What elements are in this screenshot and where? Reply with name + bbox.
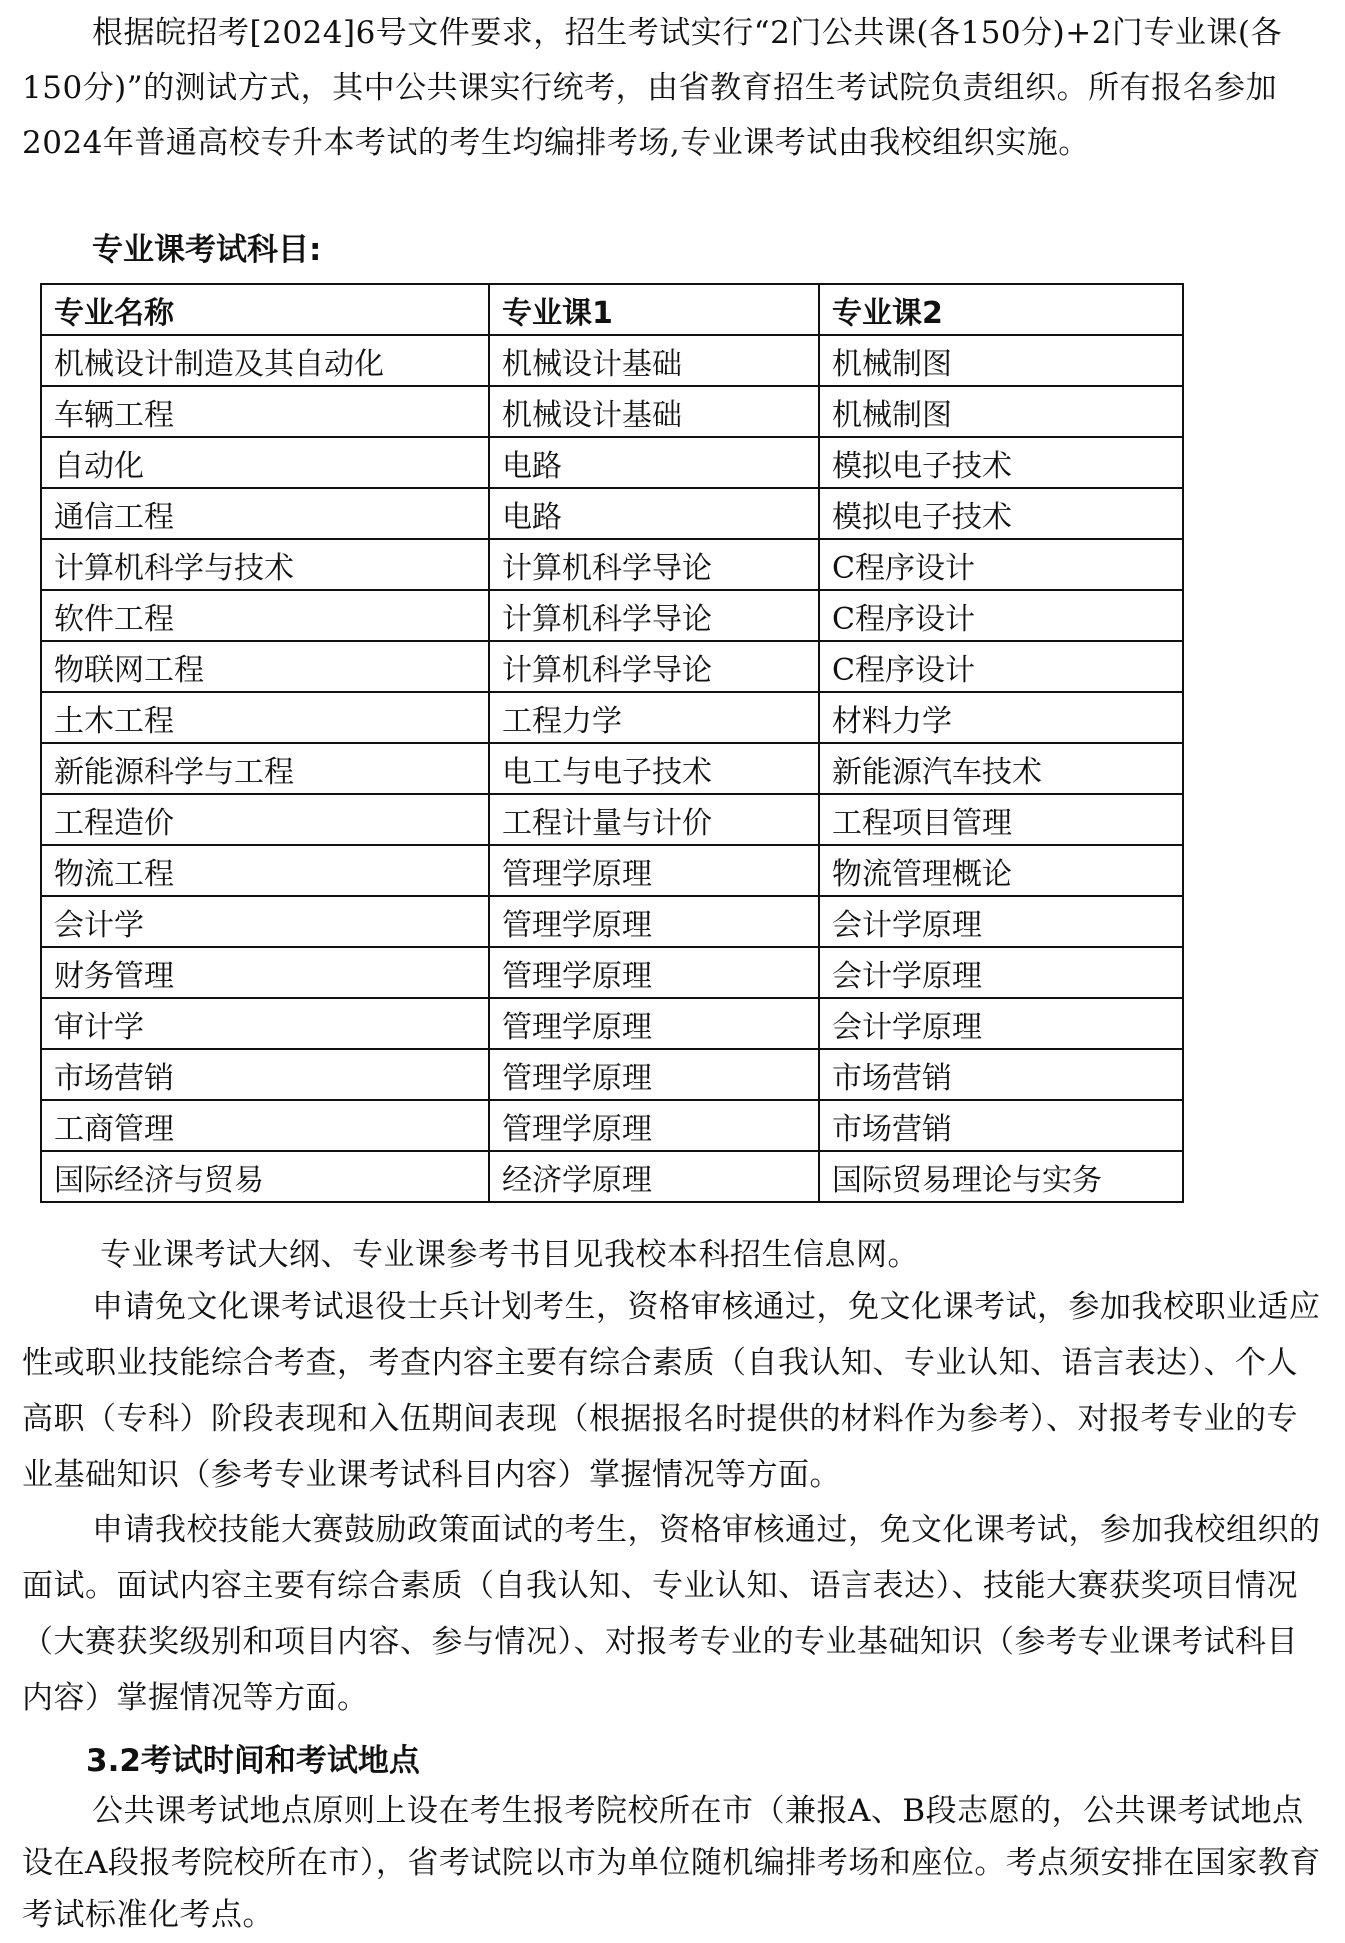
cell-course-1: 管理学原理 (489, 896, 819, 947)
table-row (41, 1049, 1183, 1100)
cell-course-2: 新能源汽车技术 (819, 743, 1183, 794)
table-row (41, 437, 1183, 488)
cell-major: 机械设计制造及其自动化 (41, 335, 489, 386)
cell-course-2: 市场营销 (819, 1049, 1183, 1100)
cell-course-2: 会计学原理 (819, 896, 1183, 947)
cell-major: 财务管理 (41, 947, 489, 998)
table-row (41, 488, 1183, 539)
table-row (41, 896, 1183, 947)
skill-paragraph: 申请我校技能大赛鼓励政策面试的考生，资格审核通过，免文化课考试，参加我校组织的面试。面试内容主要有综合素质（自我认知、专业认知、语言表达）、技能大赛获奖项目情况（大赛获奖级别和项目内容、参与情况）、对报考专业的专业基础知识（参考专业课考试科目内容）掌握情况等方面。 (22, 1512, 1321, 1716)
cell-course-2: 机械制图 (819, 386, 1183, 437)
table-body (41, 335, 1183, 1202)
cell-course-1: 计算机科学导论 (489, 539, 819, 590)
table-row (41, 794, 1183, 845)
section-heading: 3.2考试时间和考试地点 (86, 1743, 420, 1779)
location-paragraph: 公共课考试地点原则上设在考生报考院校所在市（兼报A、B段志愿的，公共课考试地点设在A段报考院校所在市），省考试院以市为单位随机编排考场和座位。考点须安排在国家教育考试标准化考点。 (22, 1793, 1321, 1933)
cell-course-2: C程序设计 (819, 590, 1183, 641)
cell-major: 物流工程 (41, 845, 489, 896)
table-row (41, 947, 1183, 998)
header-major: 专业名称 (41, 284, 489, 335)
subjects-table (40, 283, 1184, 1203)
table-row (41, 692, 1183, 743)
cell-course-2: 国际贸易理论与实务 (819, 1151, 1183, 1202)
cell-major: 车辆工程 (41, 386, 489, 437)
table-row (41, 641, 1183, 692)
soldier-paragraph: 申请免文化课考试退役士兵计划考生，资格审核通过，免文化课考试，参加我校职业适应性或职业技能综合考查，考查内容主要有综合素质（自我认知、专业认知、语言表达）、个人高职（专科）阶段表现和入伍期间表现（根据报名时提供的材料作为参考）、对报考专业的专业基础知识（参考专业课考试科目内容）掌握情况等方面。 (22, 1289, 1321, 1493)
cell-course-1: 管理学原理 (489, 845, 819, 896)
cell-course-1: 机械设计基础 (489, 335, 819, 386)
cell-course-1: 管理学原理 (489, 998, 819, 1049)
cell-course-2: C程序设计 (819, 641, 1183, 692)
cell-course-1: 电路 (489, 488, 819, 539)
table-row (41, 1151, 1183, 1202)
cell-course-2: 市场营销 (819, 1100, 1183, 1151)
table-row (41, 590, 1183, 641)
cell-course-2: 模拟电子技术 (819, 437, 1183, 488)
table-row (41, 539, 1183, 590)
cell-course-1: 电路 (489, 437, 819, 488)
table-row (41, 335, 1183, 386)
cell-course-1: 工程力学 (489, 692, 819, 743)
cell-major: 工程造价 (41, 794, 489, 845)
table-row (41, 743, 1183, 794)
subjects-label: 专业课考试科目: (92, 232, 322, 268)
intro-paragraph: 根据皖招考[2024]6号文件要求，招生考试实行“2门公共课(各150分)+2门专业课(各150分)”的测试方式，其中公共课实行统考，由省教育招生考试院负责组织。所有报名参加2024年普通高校专升本考试的考生均编排考场,专业课考试由我校组织实施。 (22, 15, 1283, 161)
cell-major: 新能源科学与工程 (41, 743, 489, 794)
cell-major: 土木工程 (41, 692, 489, 743)
cell-course-2: 模拟电子技术 (819, 488, 1183, 539)
cell-major: 审计学 (41, 998, 489, 1049)
cell-course-2: 工程项目管理 (819, 794, 1183, 845)
cell-course-1: 经济学原理 (489, 1151, 819, 1202)
table-row (41, 998, 1183, 1049)
header-course-1: 专业课1 (489, 284, 819, 335)
cell-course-1: 管理学原理 (489, 947, 819, 998)
cell-major: 市场营销 (41, 1049, 489, 1100)
cell-course-2: C程序设计 (819, 539, 1183, 590)
cell-major: 物联网工程 (41, 641, 489, 692)
cell-course-1: 管理学原理 (489, 1100, 819, 1151)
cell-major: 软件工程 (41, 590, 489, 641)
cell-major: 工商管理 (41, 1100, 489, 1151)
cell-major: 计算机科学与技术 (41, 539, 489, 590)
header-course-2: 专业课2 (819, 284, 1183, 335)
cell-course-1: 计算机科学导论 (489, 641, 819, 692)
syllabus-note: 专业课考试大纲、专业课参考书目见我校本科招生信息网。 (100, 1237, 919, 1273)
cell-course-2: 会计学原理 (819, 947, 1183, 998)
cell-course-2: 物流管理概论 (819, 845, 1183, 896)
cell-course-2: 机械制图 (819, 335, 1183, 386)
table-row (41, 845, 1183, 896)
cell-course-1: 计算机科学导论 (489, 590, 819, 641)
table-row (41, 386, 1183, 437)
cell-course-2: 材料力学 (819, 692, 1183, 743)
cell-major: 自动化 (41, 437, 489, 488)
cell-major: 会计学 (41, 896, 489, 947)
cell-course-1: 工程计量与计价 (489, 794, 819, 845)
cell-course-1: 机械设计基础 (489, 386, 819, 437)
table-header-row (41, 284, 1183, 335)
table-row (41, 1100, 1183, 1151)
cell-course-1: 电工与电子技术 (489, 743, 819, 794)
cell-major: 国际经济与贸易 (41, 1151, 489, 1202)
cell-major: 通信工程 (41, 488, 489, 539)
cell-course-1: 管理学原理 (489, 1049, 819, 1100)
cell-course-2: 会计学原理 (819, 998, 1183, 1049)
